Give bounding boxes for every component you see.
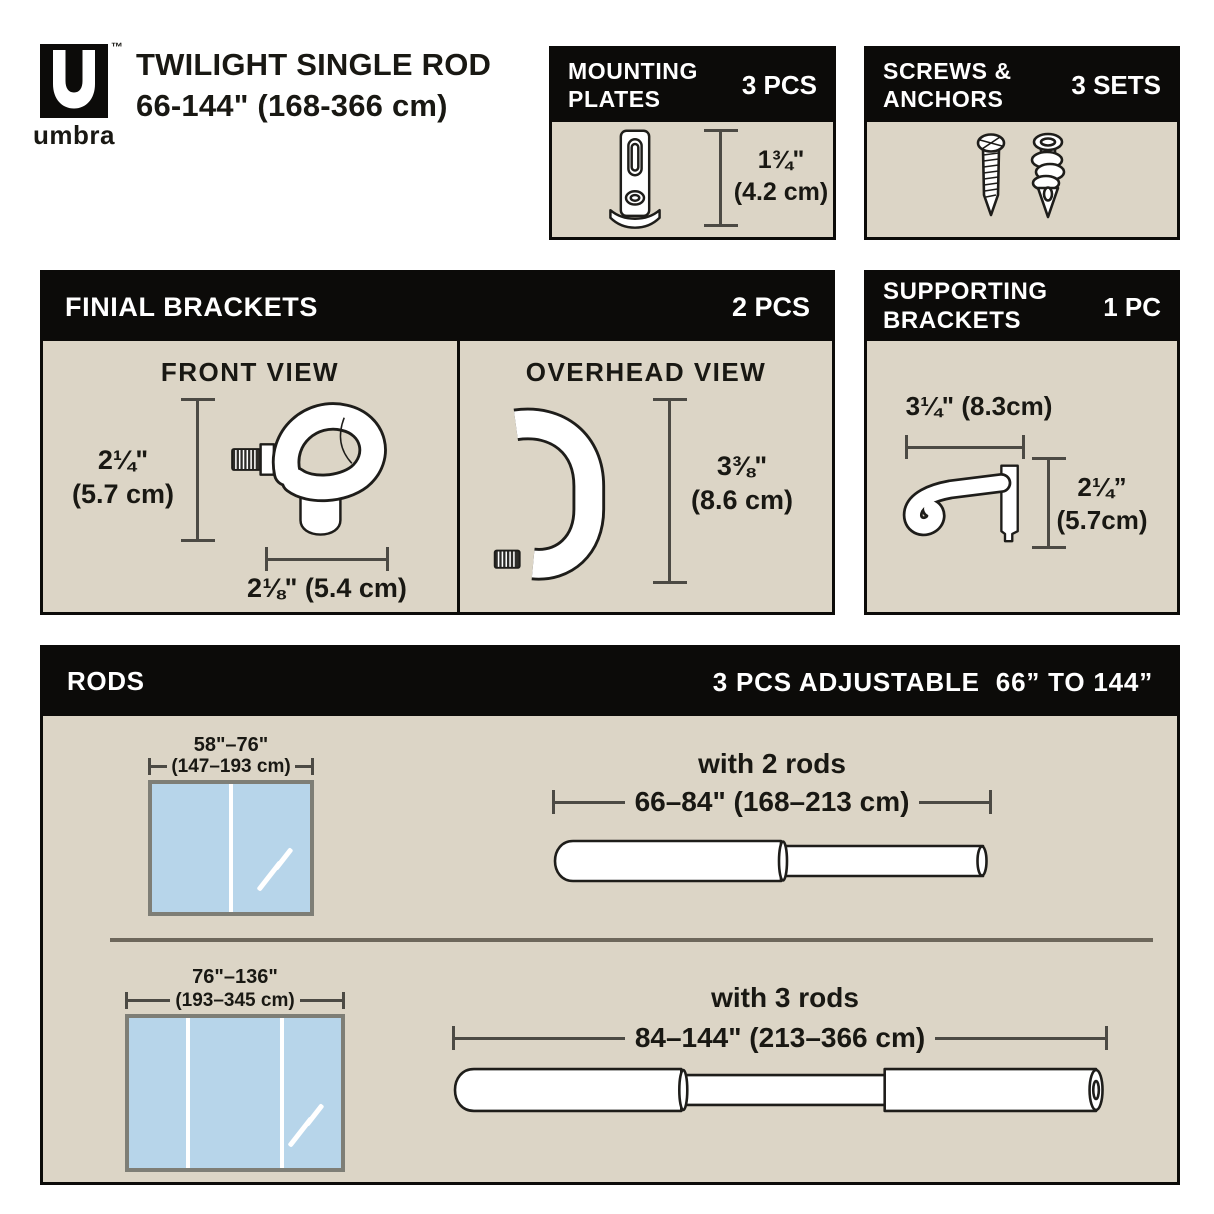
window-width-label-row2: 76"–136" bbox=[192, 966, 278, 988]
overhead-view-depth-label: 3⅜" (8.6 cm) bbox=[690, 451, 794, 515]
product-title-line1: TWILIGHT SINGLE ROD bbox=[136, 47, 492, 82]
supporting-brackets-box bbox=[864, 270, 1180, 615]
screws-anchors-qty: 3 SETS bbox=[1071, 70, 1161, 100]
front-view-title: FRONT VIEW bbox=[160, 357, 340, 387]
window-pane bbox=[233, 784, 310, 912]
rod-range-dimension-row2: 84–144" (213–366 cm) bbox=[452, 1026, 1108, 1050]
screws-anchors-box bbox=[864, 46, 1180, 240]
front-view-height-label: 2¼" (5.7 cm) bbox=[71, 445, 175, 509]
mounting-plates-box bbox=[549, 46, 836, 240]
supporting-brackets-header bbox=[867, 273, 1177, 341]
rod-range-dimension-row1: 66–84" (168–213 cm) bbox=[552, 790, 992, 814]
window-2-pane-illustration bbox=[148, 780, 314, 916]
rods-title: RODS bbox=[67, 666, 145, 697]
product-title-line2: 66-144" (168-366 cm) bbox=[136, 88, 448, 123]
rod-count-label-row1: with 2 rods bbox=[698, 748, 846, 779]
finial-bracket-front-illustration bbox=[221, 393, 399, 545]
mounting-plate-illustration bbox=[604, 127, 666, 231]
telescoping-rod-3-piece-illustration bbox=[452, 1066, 1110, 1114]
screw-icon bbox=[973, 132, 1009, 224]
finial-brackets-title: FINIAL BRACKETS bbox=[65, 291, 319, 322]
telescoping-rod-2-piece-illustration bbox=[552, 838, 992, 884]
finial-bracket-overhead-illustration bbox=[490, 396, 630, 588]
glass-reflection bbox=[256, 860, 282, 891]
mounting-plate-height-dimension-line bbox=[719, 129, 722, 227]
window-width-label-row1: 58"–76" bbox=[193, 734, 269, 756]
umbra-logo-icon bbox=[40, 44, 108, 118]
rod-count-label-row2: with 3 rods bbox=[711, 982, 859, 1013]
rods-header bbox=[43, 648, 1177, 716]
wall-anchor-icon bbox=[1025, 132, 1071, 224]
supporting-bracket-width-label: 3¼" (8.3cm) bbox=[905, 391, 1053, 421]
window-pane bbox=[129, 1018, 186, 1168]
mounting-plate-dimension-label: 1¾" (4.2 cm) bbox=[733, 146, 829, 206]
rods-qty: 3 PCS ADJUSTABLE 66” TO 144” bbox=[712, 666, 1153, 697]
window-width-dimension-row1: (147–193 cm) bbox=[148, 758, 314, 775]
row-divider bbox=[110, 938, 1153, 942]
window-3-pane-illustration bbox=[125, 1014, 345, 1172]
mounting-plates-qty: 3 PCS bbox=[741, 70, 817, 100]
trademark-symbol: ™ bbox=[111, 40, 123, 54]
front-view-width-label: 2⅛" (5.4 cm) bbox=[247, 573, 407, 603]
supporting-brackets-title: SUPPORTING BRACKETS bbox=[883, 278, 1048, 334]
finial-brackets-header bbox=[43, 273, 832, 341]
supporting-bracket-height-label: 2¼” (5.7cm) bbox=[1056, 472, 1148, 535]
window-pane bbox=[284, 1018, 341, 1168]
window-pane bbox=[190, 1018, 279, 1168]
finial-brackets-qty: 2 PCS bbox=[731, 291, 810, 322]
umbra-wordmark: umbra bbox=[33, 120, 115, 150]
overhead-view-title: OVERHEAD VIEW bbox=[525, 357, 767, 387]
mounting-plates-title: MOUNTING PLATES bbox=[568, 57, 699, 112]
window-width-dimension-row2: (193–345 cm) bbox=[125, 992, 345, 1009]
supporting-bracket-illustration bbox=[887, 453, 1043, 553]
finial-brackets-box bbox=[40, 270, 835, 615]
supporting-brackets-qty: 1 PC bbox=[1103, 291, 1161, 322]
screws-anchors-header bbox=[867, 49, 1177, 122]
screws-anchors-title: SCREWS & ANCHORS bbox=[883, 57, 1012, 112]
glass-reflection bbox=[287, 1116, 313, 1147]
mounting-plates-header bbox=[552, 49, 833, 122]
product-title bbox=[136, 44, 491, 126]
overhead-view-depth-dimension-line bbox=[668, 398, 671, 584]
front-view-width-dimension-line bbox=[265, 547, 389, 571]
window-pane bbox=[152, 784, 229, 912]
rods-box bbox=[40, 645, 1180, 1185]
front-view-panel bbox=[43, 341, 460, 612]
overhead-view-panel bbox=[460, 341, 832, 612]
